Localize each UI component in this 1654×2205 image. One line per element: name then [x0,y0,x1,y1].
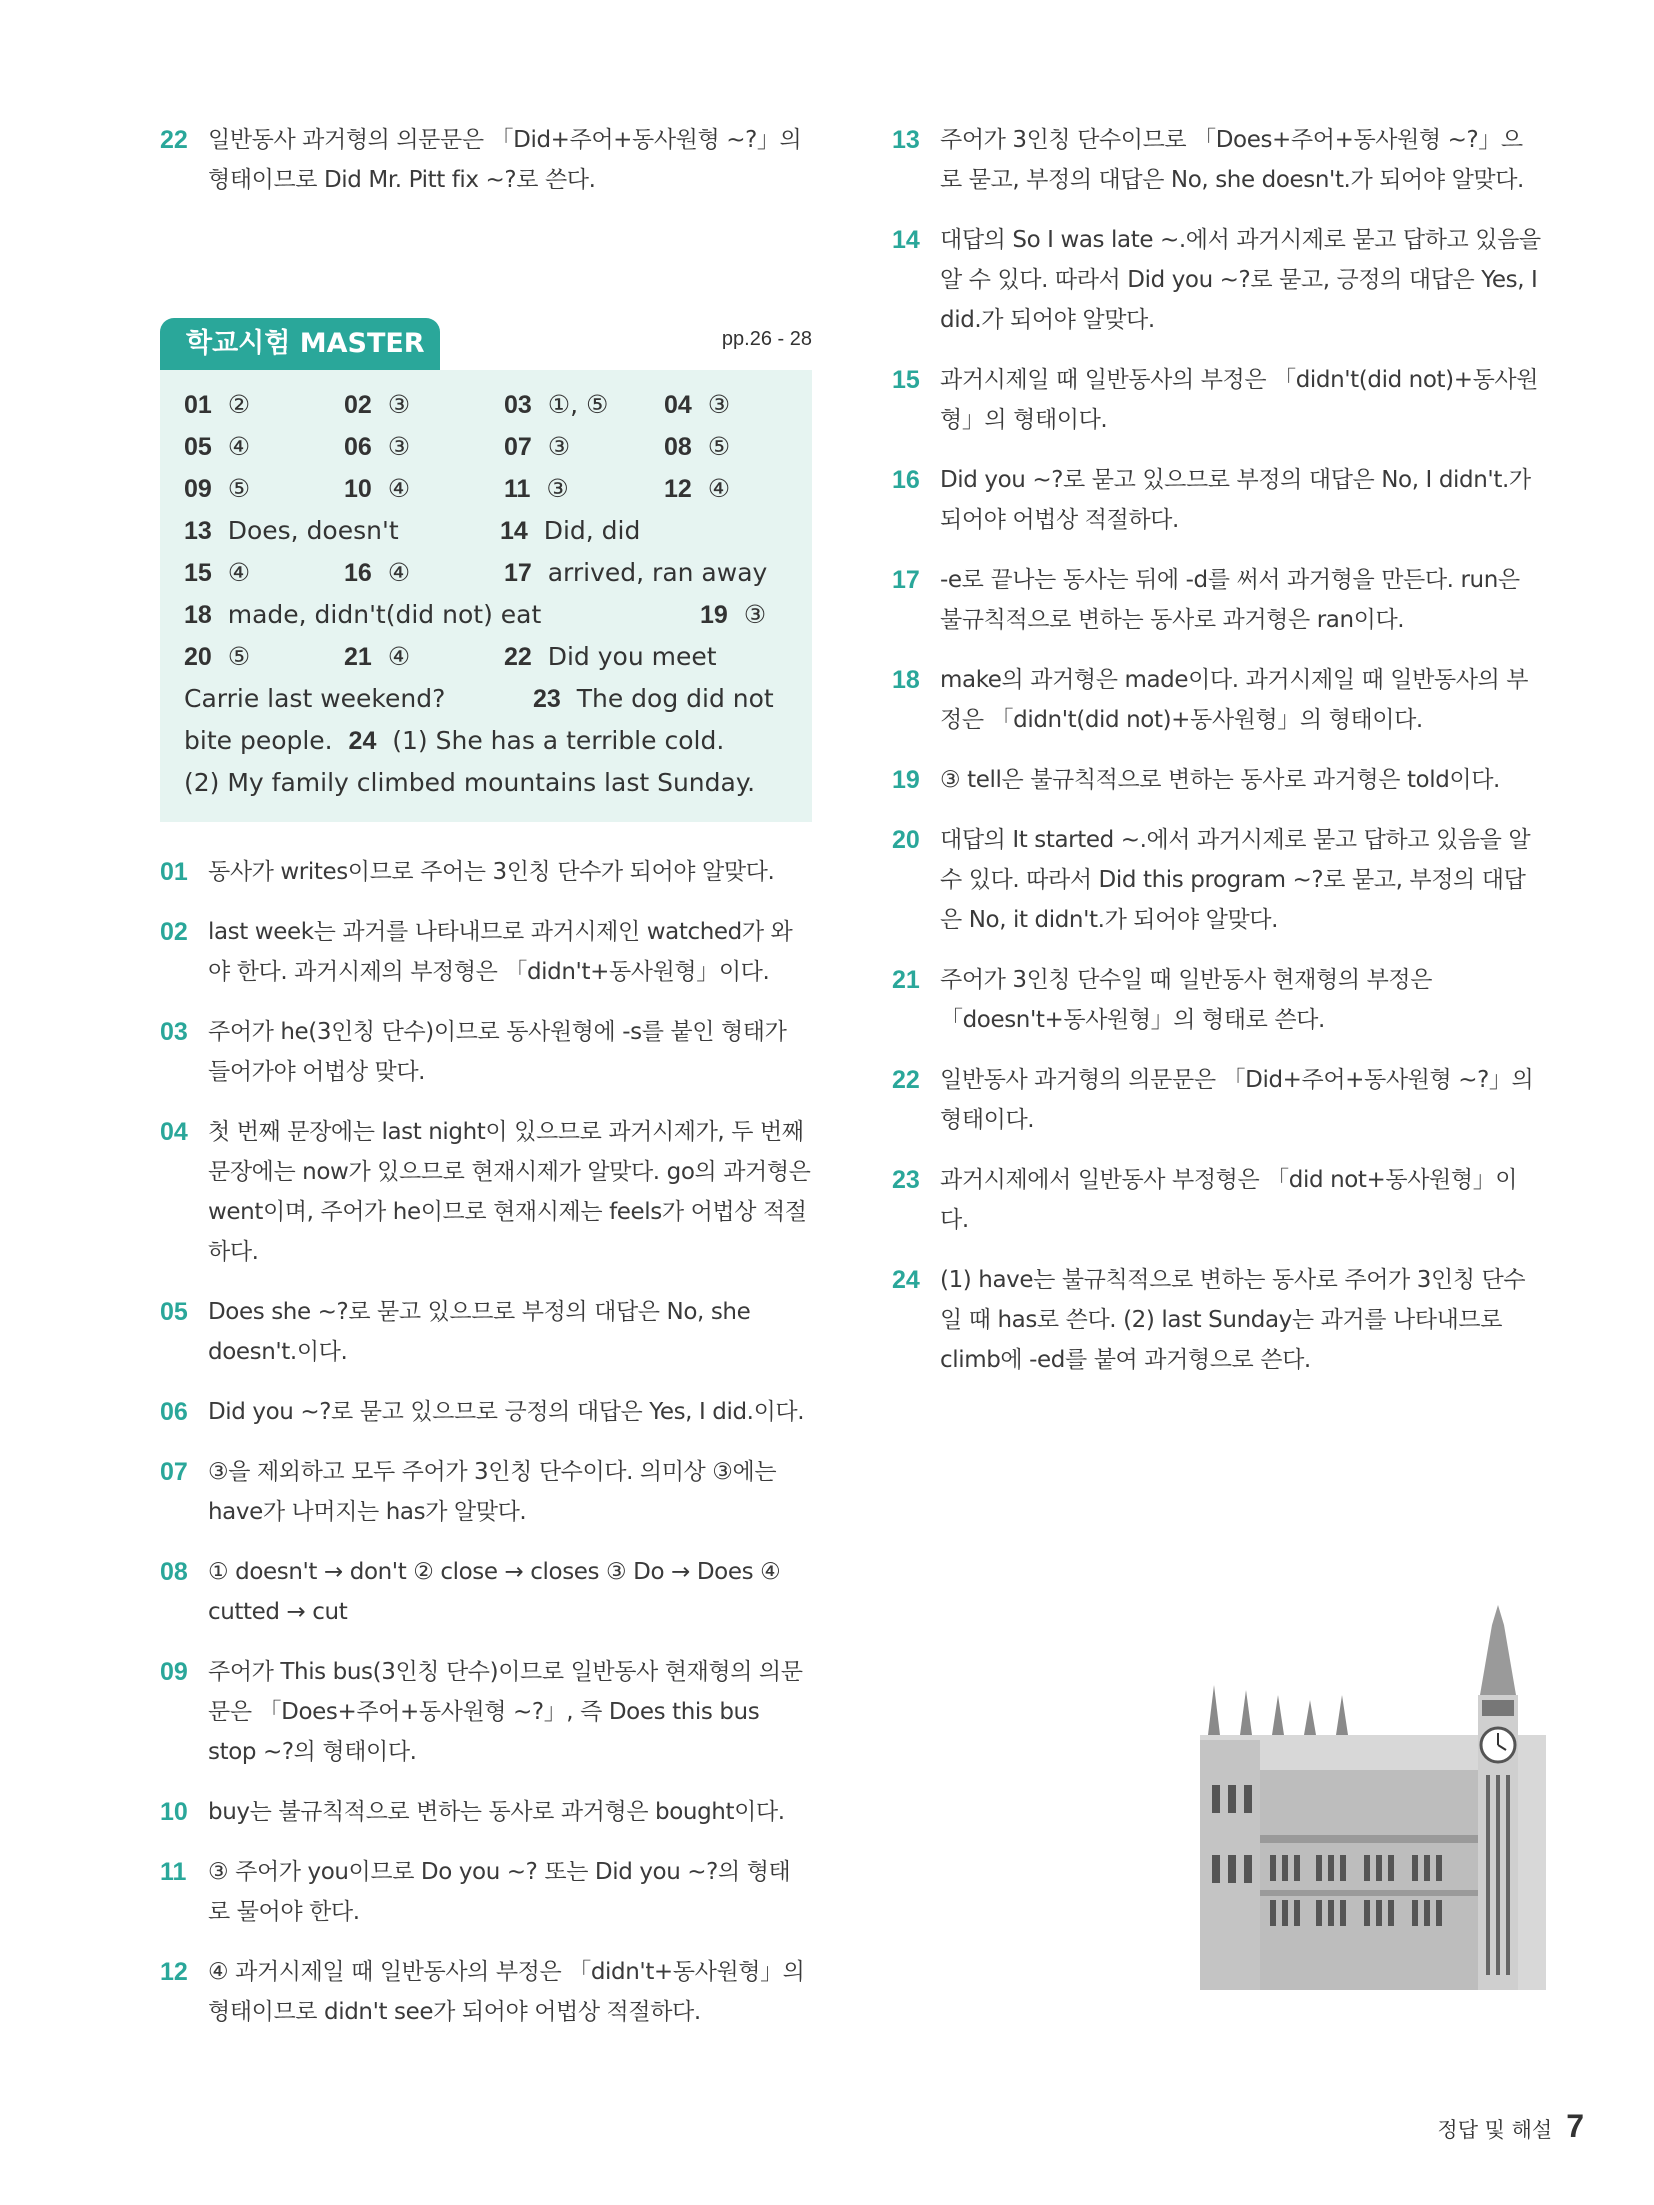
item-number: 16 [892,466,920,494]
item-number: 11 [160,1858,187,1886]
left-column [160,120,812,2052]
item-text: Did you ~?로 묻고 있으므로 부정의 대답은 No, I didn't.가 되어야 어법상 적절하다. [940,467,1531,533]
answer-cell: 03 ①, ⑤ [504,390,609,419]
item-number: 20 [892,826,920,854]
explanation-item [160,1392,812,1432]
item-text: 대답의 So I was late ~.에서 과거시제로 묻고 답하고 있음을 알 수 있다. 따라서 Did you ~?로 묻고, 긍정의 대답은 Yes, I did.가 되어야 알맞다. [940,227,1541,333]
item-text: 주어가 3인칭 단수이므로 「Does+주어+동사원형 ~?」으로 묻고, 부정의 대답은 No, she doesn't.가 되어야 알맞다. [940,127,1524,193]
item-text: 주어가 he(3인칭 단수)이므로 동사원형에 -s를 붙인 형태가 들어가야 어법상 맞다. [208,1019,787,1085]
answer-cell: 05 ④ [184,432,251,461]
explanation-item [892,560,1544,640]
item-text: 일반동사 과거형의 의문문은 「Did+주어+동사원형 ~?」의 형태이므로 Did Mr. Pitt fix ~?로 쓴다. [208,127,802,193]
explanation-item [160,1652,812,1772]
explanation-item [160,120,812,200]
explanation-item [160,1292,812,1372]
item-text: 과거시제일 때 일반동사의 부정은 「didn't(did not)+동사원형」의 형태이다. [940,367,1539,433]
item-text: ① doesn't → don't ② close → closes ③ Do → Does ④ cutted → cut [208,1559,781,1625]
item-text: 과거시제에서 일반동사 부정형은 「did not+동사원형」이다. [940,1167,1518,1233]
item-text: buy는 불규칙적으로 변하는 동사로 과거형은 bought이다. [208,1799,785,1825]
answer-cell: 09 ⑤ [184,474,251,503]
answer-row: bite people. 24 (1) She has a terrible cold. [184,726,725,755]
answer-row: (2) My family climbed mountains last Sunday. [184,768,756,797]
item-text: Did you ~?로 묻고 있으므로 긍정의 대답은 Yes, I did.이다. [208,1399,805,1425]
item-text: Does she ~?로 묻고 있으므로 부정의 대답은 No, she doesn't.이다. [208,1299,751,1365]
item-number: 03 [160,1018,188,1046]
item-text: last week는 과거를 나타내므로 과거시제인 watched가 와야 한다. 과거시제의 부정형은 「didn't+동사원형」이다. [208,919,793,985]
item-number: 04 [160,1118,188,1146]
explanation-item [892,1160,1544,1240]
left-explanation-list [160,852,812,2032]
explanation-item [892,820,1544,940]
item-number: 23 [892,1166,920,1194]
item-text: ③ 주어가 you이므로 Do you ~? 또는 Did you ~?의 형태로 물어야 한다. [208,1859,791,1925]
master-title: 학교시험 MASTER [160,318,440,370]
answer-box [160,370,812,822]
item-number: 05 [160,1298,188,1326]
explanation-item [892,360,1544,440]
item-number: 15 [892,366,920,394]
answer-cell: 12 ④ [664,474,731,503]
explanation-item [160,1112,812,1272]
item-number: 12 [160,1958,188,1986]
answer-cell: 04 ③ [664,390,731,419]
answer-row: 20 ⑤ 21 ④ 22 Did you meet [184,642,717,671]
item-number: 21 [892,966,920,994]
item-number: 08 [160,1558,188,1586]
item-number: 07 [160,1458,188,1486]
answer-row: 15 ④ 16 ④ 17 arrived, ran away [184,558,768,587]
answer-cell: 07 ③ [504,432,571,461]
explanation-item [160,1552,812,1632]
big-ben-illustration [1200,1605,1546,1990]
master-section [160,318,812,822]
page-number: 7 [1566,2108,1584,2144]
item-number: 06 [160,1398,188,1426]
footer-label: 정답 및 해설 [1437,2118,1553,2142]
item-text: 대답의 It started ~.에서 과거시제로 묻고 답하고 있음을 알 수 있다. 따라서 Did this program ~?로 묻고, 부정의 대답은 No, it didn't.가 되어야 알맞다. [940,827,1531,933]
explanation-item [892,1060,1544,1140]
answer-cell: 08 ⑤ [664,432,731,461]
item-number: 19 [892,766,920,794]
item-text: make의 과거형은 made이다. 과거시제일 때 일반동사의 부정은 「didn't(did not)+동사원형」의 형태이다. [940,667,1529,733]
explanation-item [160,1792,812,1832]
item-text: 주어가 This bus(3인칭 단수)이므로 일반동사 현재형의 의문문은 「Does+주어+동사원형 ~?」, 즉 Does this bus stop ~?의 형태이다. [208,1659,803,1765]
explanation-item [160,1852,812,1932]
item-number: 10 [160,1798,188,1826]
item-text: (1) have는 불규칙적으로 변하는 동사로 주어가 3인칭 단수일 때 has로 쓴다. (2) last Sunday는 과거를 나타내므로 climb에 -ed를 붙여 과거형으로 쓴다. [940,1267,1526,1373]
explanation-item [892,660,1544,740]
right-column [892,120,1544,1400]
item-text: ③ tell은 불규칙적으로 변하는 동사로 과거형은 told이다. [940,767,1500,793]
item-text: 주어가 3인칭 단수일 때 일반동사 현재형의 부정은 「doesn't+동사원형」의 형태로 쓴다. [940,967,1433,1033]
left-top-list [160,120,812,200]
answer-row: 13 Does, doesn't 14 Did, did [184,516,641,545]
answer-grid [184,384,788,510]
explanation-item [160,1012,812,1092]
item-number: 18 [892,666,920,694]
item-number: 09 [160,1658,188,1686]
item-number: 24 [892,1266,920,1294]
answer-cell: 10 ④ [344,474,411,503]
explanation-item [892,220,1544,340]
item-number: 02 [160,918,188,946]
item-text: 일반동사 과거형의 의문문은 「Did+주어+동사원형 ~?」의 형태이다. [940,1067,1534,1133]
explanation-item [892,760,1544,800]
master-header [160,318,812,370]
explanation-item [892,1260,1544,1380]
explanation-item [892,960,1544,1040]
answer-row: 18 made, didn't(did not) eat 19 ③ [184,600,767,629]
item-text: -e로 끝나는 동사는 뒤에 -d를 써서 과거형을 만든다. run은 불규칙적으로 변하는 동사로 과거형은 ran이다. [940,567,1520,633]
item-number: 01 [160,858,188,886]
right-explanation-list [892,120,1544,1380]
page-footer [1437,2108,1584,2145]
answer-cell: 01 ② [184,390,251,419]
explanation-item [892,460,1544,540]
explanation-item [892,120,1544,200]
item-number: 17 [892,566,920,594]
master-pages: pp.26 - 28 [721,328,812,350]
item-number: 22 [160,126,188,154]
item-text: ③을 제외하고 모두 주어가 3인칭 단수이다. 의미상 ③에는 have가 나머지는 has가 알맞다. [208,1459,777,1525]
item-number: 22 [892,1066,920,1094]
answer-cell: 02 ③ [344,390,411,419]
item-number: 14 [892,226,920,254]
explanation-item [160,1952,812,2032]
item-text: 첫 번째 문장에는 last night이 있으므로 과거시제가, 두 번째 문장에는 now가 있으므로 현재시제가 알맞다. go의 과거형은 went이며, 주어가 he이므로 현재시제는 feels가 어법상 적절하다. [208,1119,811,1265]
item-number: 13 [892,126,920,154]
answer-cell: 06 ③ [344,432,411,461]
answer-row: Carrie last weekend? 23 The dog did not [184,684,774,713]
explanation-item [160,912,812,992]
explanation-item [160,852,812,892]
answer-cell: 11 ③ [504,474,569,503]
item-text: 동사가 writes이므로 주어는 3인칭 단수가 되어야 알맞다. [208,859,775,885]
explanation-item [160,1452,812,1532]
item-text: ④ 과거시제일 때 일반동사의 부정은 「didn't+동사원형」의 형태이므로 didn't see가 되어야 어법상 적절하다. [208,1959,805,2025]
